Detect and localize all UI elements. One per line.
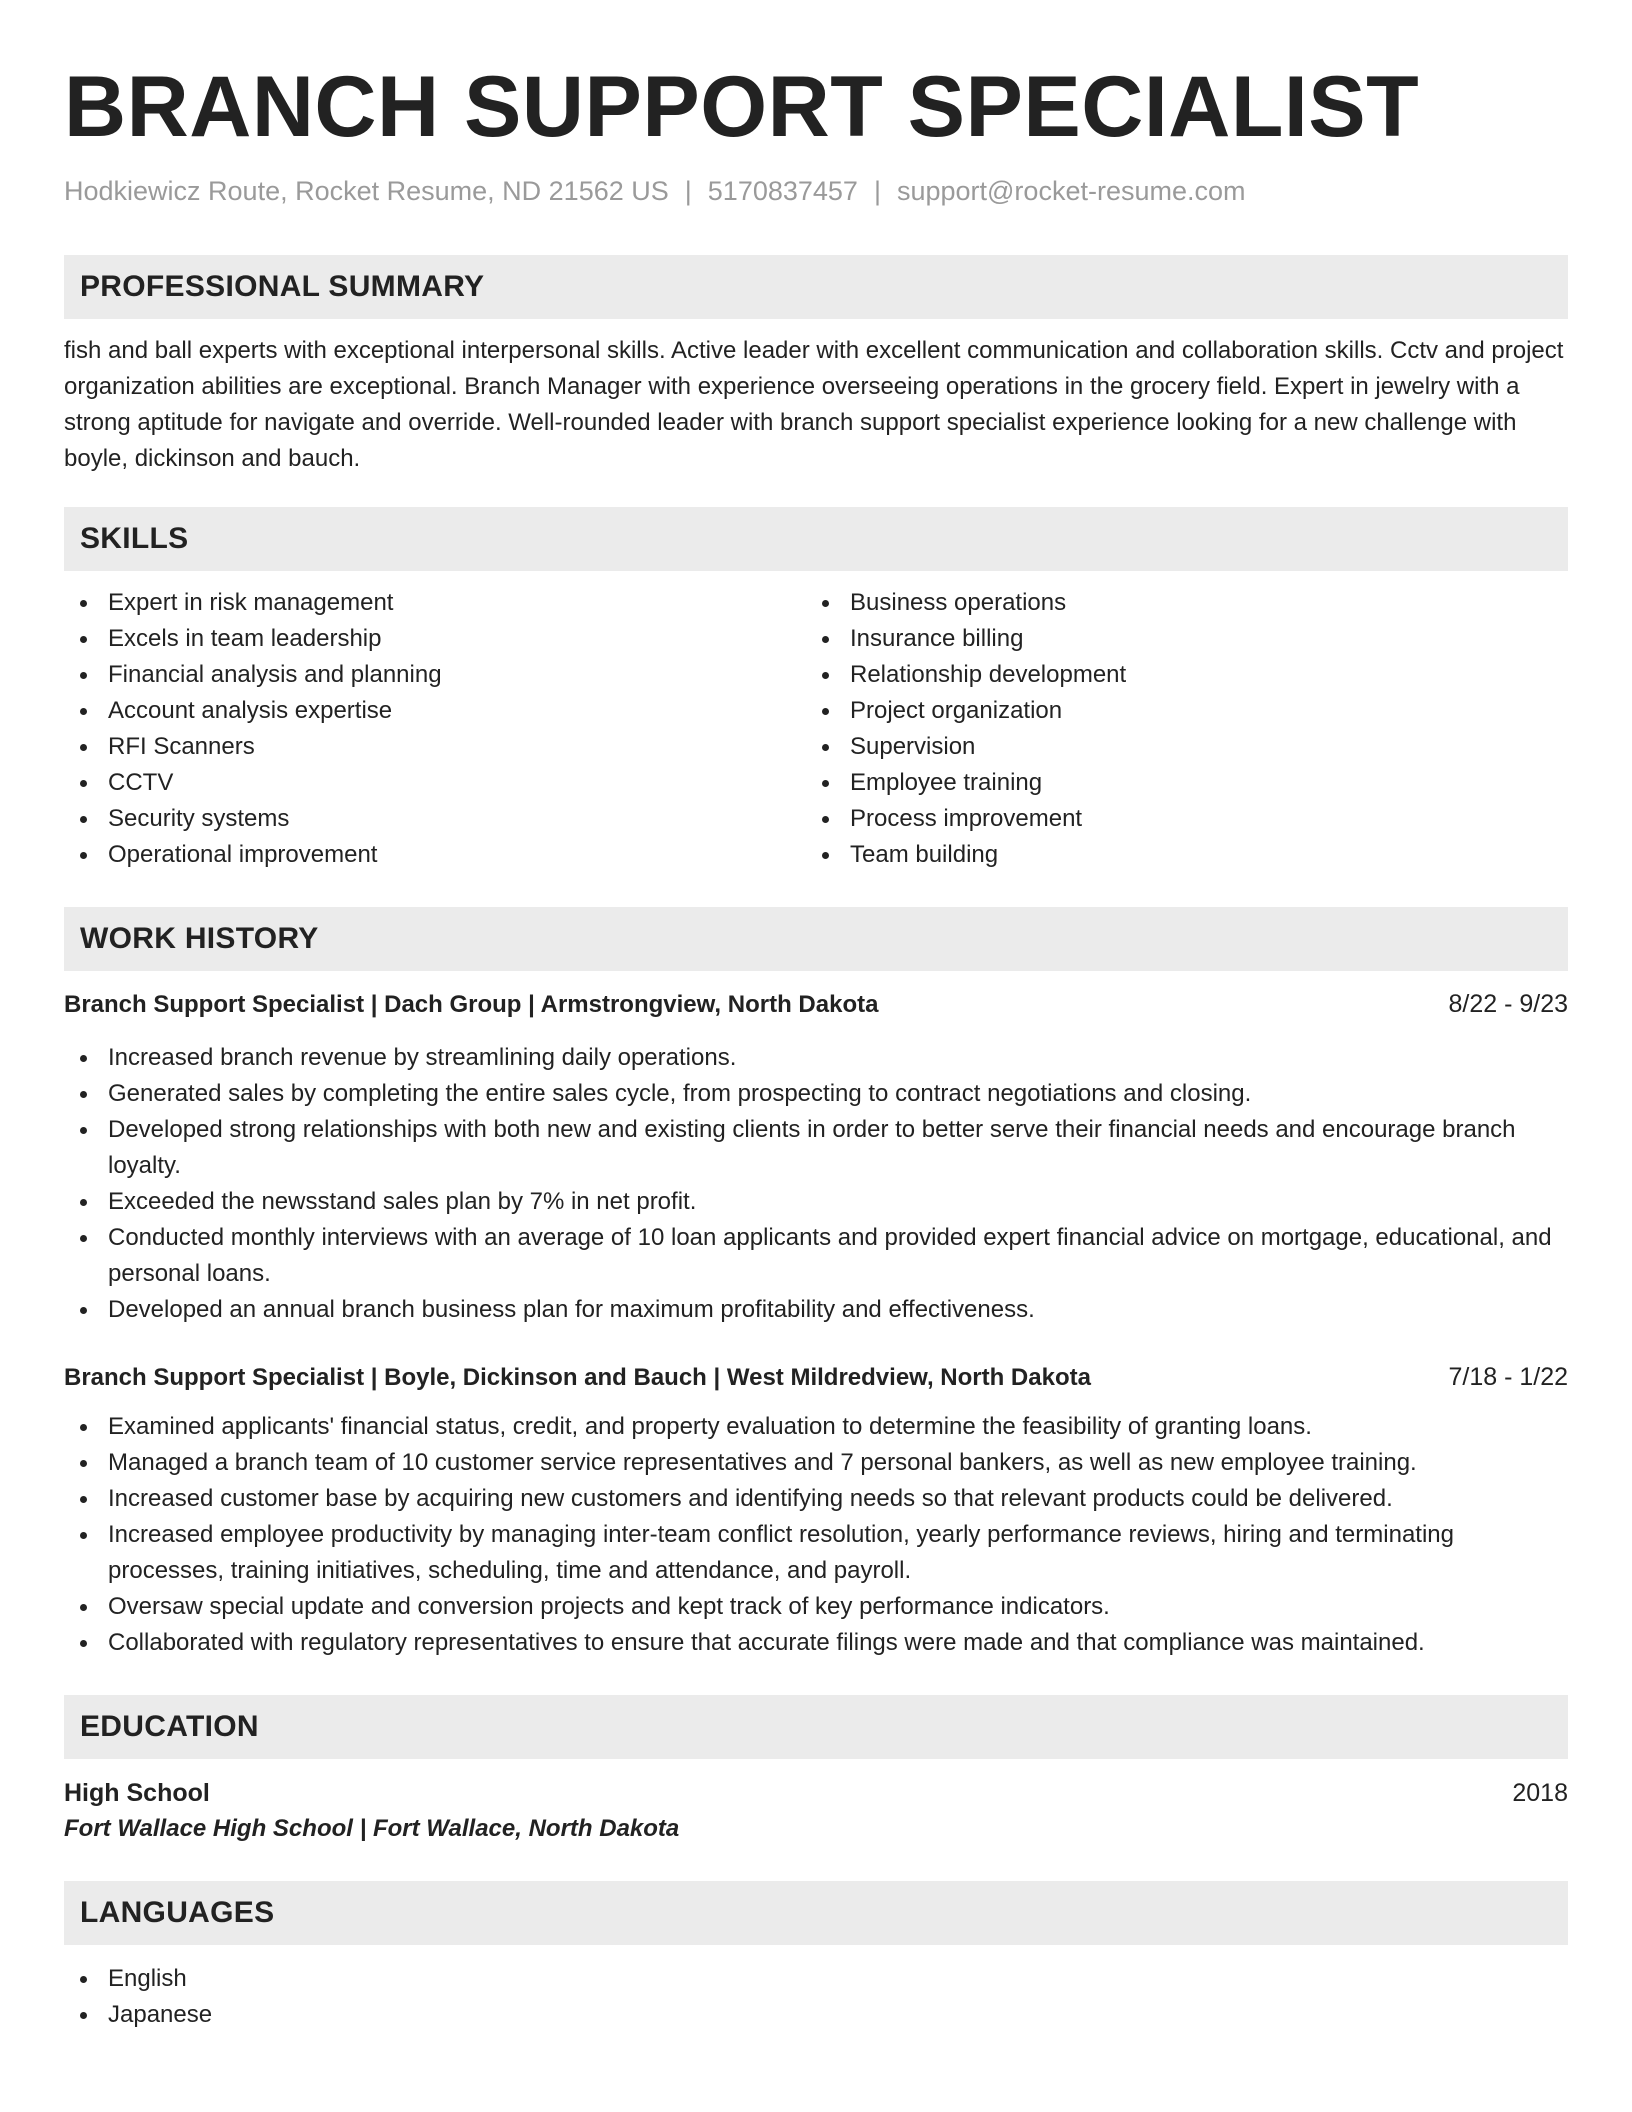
skill-item: Expert in risk management — [64, 585, 806, 621]
languages-list — [64, 1961, 1568, 2033]
job-dates: 7/18 - 1/22 — [1448, 1363, 1568, 1391]
job-title: Branch Support Specialist | Boyle, Dickinson and Bauch | West Mildredview, North Dakota — [64, 1364, 1091, 1391]
job-bullet: Examined applicants' financial status, credit, and property evaluation to determine the feasibility of granting loans. — [64, 1409, 1568, 1445]
job-entry — [64, 987, 1568, 1328]
job-bullet: Increased employee productivity by managing inter-team conflict resolution, yearly performance reviews, hiring and terminating processes, training initiatives, scheduling, time and attendance, and payroll. — [64, 1517, 1568, 1589]
skill-item: Financial analysis and planning — [64, 657, 806, 693]
job-bullet: Conducted monthly interviews with an average of 10 loan applicants and provided expert financial advice on mortgage, educational, and personal loans. — [64, 1220, 1568, 1292]
skills-column-right — [806, 585, 1548, 873]
skill-item: Project organization — [806, 693, 1548, 729]
skill-item: Security systems — [64, 801, 806, 837]
job-bullet: Increased customer base by acquiring new customers and identifying needs so that relevant products could be delivered. — [64, 1481, 1568, 1517]
skill-item: Operational improvement — [64, 837, 806, 873]
contact-separator: | — [684, 176, 692, 206]
skill-item: Team building — [806, 837, 1548, 873]
education-degree: High School — [64, 1779, 210, 1807]
language-item: English — [64, 1961, 1568, 1997]
skills-section-header: SKILLS — [64, 507, 1568, 571]
job-bullet: Developed an annual branch business plan for maximum profitability and effectiveness. — [64, 1292, 1568, 1328]
job-bullet: Developed strong relationships with both new and existing clients in order to better serve their financial needs and encourage branch loyalty. — [64, 1112, 1568, 1184]
contact-phone: 5170837457 — [707, 176, 858, 206]
job-bullet: Oversaw special update and conversion projects and kept track of key performance indicators. — [64, 1589, 1568, 1625]
education-header — [64, 1775, 1568, 1811]
summary-section-header: PROFESSIONAL SUMMARY — [64, 255, 1568, 319]
skills-column-left — [64, 585, 806, 873]
job-bullets — [64, 1409, 1568, 1661]
education-entry — [64, 1775, 1568, 1847]
job-bullet: Managed a branch team of 10 customer service representatives and 7 personal bankers, as well as new employee training. — [64, 1445, 1568, 1481]
job-title: Branch Support Specialist | Dach Group | Armstrongview, North Dakota — [64, 991, 879, 1018]
job-entry — [64, 1360, 1568, 1661]
job-header — [64, 1360, 1568, 1395]
contact-separator: | — [873, 176, 881, 206]
skill-item: Supervision — [806, 729, 1548, 765]
summary-text: fish and ball experts with exceptional interpersonal skills. Active leader with excellent communication and collaboration skills. Cctv and project organization abilities are exceptional. Branch Manager with experience overseeing operations in the grocery field. Expert in jewelry with a strong aptitude for navigate and override. Well-rounded leader with branch support specialist experience looking for a new challenge with boyle, dickinson and bauch. — [64, 337, 1564, 472]
education-section-header: EDUCATION — [64, 1695, 1568, 1759]
job-bullet: Collaborated with regulatory representatives to ensure that accurate filings were made and that compliance was maintained. — [64, 1625, 1568, 1661]
education-school: Fort Wallace High School | Fort Wallace, North Dakota — [64, 1815, 680, 1842]
job-bullet: Increased branch revenue by streamlining daily operations. — [64, 1040, 1568, 1076]
job-header — [64, 987, 1568, 1022]
job-bullet: Exceeded the newsstand sales plan by 7% in net profit. — [64, 1184, 1568, 1220]
skill-item: Business operations — [806, 585, 1548, 621]
job-dates: 8/22 - 9/23 — [1448, 990, 1568, 1018]
language-item: Japanese — [64, 1997, 1568, 2033]
skill-item: Account analysis expertise — [64, 693, 806, 729]
skill-item: Employee training — [806, 765, 1548, 801]
skill-item: RFI Scanners — [64, 729, 806, 765]
skill-item: Relationship development — [806, 657, 1548, 693]
languages-section-header: LANGUAGES — [64, 1881, 1568, 1945]
skills-list — [64, 585, 1568, 873]
job-bullets — [64, 1040, 1568, 1328]
skill-item: Insurance billing — [806, 621, 1548, 657]
skill-item: Excels in team leadership — [64, 621, 806, 657]
work-section-header: WORK HISTORY — [64, 907, 1568, 971]
contact-line — [64, 176, 1568, 207]
resume-name: BRANCH SUPPORT SPECIALIST — [64, 59, 1420, 155]
contact-address: Hodkiewicz Route, Rocket Resume, ND 21562 US — [64, 176, 669, 206]
education-year: 2018 — [1512, 1779, 1568, 1807]
skill-item: CCTV — [64, 765, 806, 801]
job-bullet: Generated sales by completing the entire sales cycle, from prospecting to contract negotiations and closing. — [64, 1076, 1568, 1112]
skill-item: Process improvement — [806, 801, 1548, 837]
contact-email: support@rocket-resume.com — [896, 176, 1246, 206]
